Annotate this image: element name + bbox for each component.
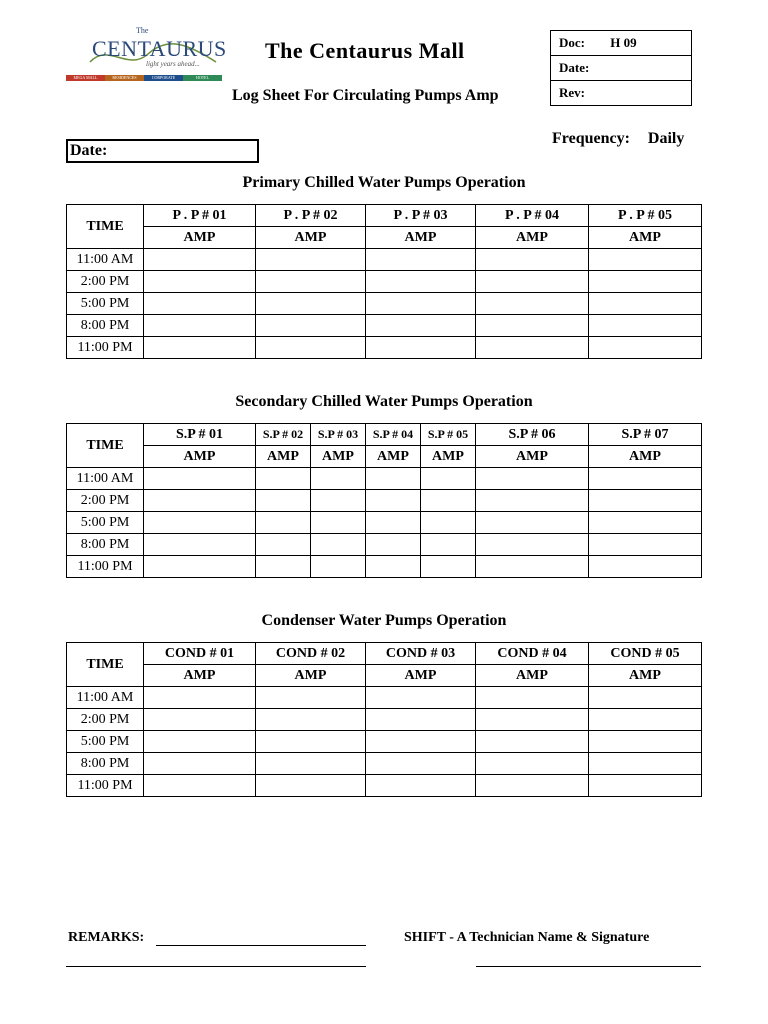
amp-entry-cell[interactable] — [366, 315, 476, 337]
amp-entry-cell[interactable] — [476, 490, 589, 512]
amp-entry-cell[interactable] — [421, 468, 476, 490]
pump-header: COND # 03 — [366, 643, 476, 665]
amp-entry-cell[interactable] — [421, 512, 476, 534]
amp-entry-cell[interactable] — [589, 687, 702, 709]
time-cell: 5:00 PM — [67, 512, 144, 534]
amp-entry-cell[interactable] — [589, 249, 702, 271]
amp-entry-cell[interactable] — [476, 556, 589, 578]
amp-entry-cell[interactable] — [366, 687, 476, 709]
doc-value: H 09 — [610, 35, 637, 50]
pump-header: P . P # 02 — [256, 205, 366, 227]
amp-entry-cell[interactable] — [366, 731, 476, 753]
time-header: TIME — [67, 424, 144, 468]
amp-entry-cell[interactable] — [476, 731, 589, 753]
time-cell: 8:00 PM — [67, 753, 144, 775]
amp-entry-cell[interactable] — [256, 775, 366, 797]
primary-pumps-table — [66, 204, 702, 359]
table-row — [67, 315, 702, 337]
pump-header: COND # 05 — [589, 643, 702, 665]
time-cell: 11:00 PM — [67, 556, 144, 578]
amp-entry-cell[interactable] — [144, 556, 256, 578]
amp-entry-cell[interactable] — [476, 687, 589, 709]
table-row — [67, 534, 702, 556]
logo-segment: MEGA MALL — [66, 75, 105, 81]
secondary-section-title: Secondary Chilled Water Pumps Operation — [235, 393, 533, 410]
pump-header: COND # 04 — [476, 643, 589, 665]
amp-entry-cell[interactable] — [476, 709, 589, 731]
amp-entry-cell[interactable] — [311, 512, 366, 534]
doc-date-label: Date: — [559, 60, 590, 75]
amp-header: AMP — [144, 665, 256, 687]
time-cell: 2:00 PM — [67, 490, 144, 512]
amp-entry-cell[interactable] — [421, 534, 476, 556]
table-row — [67, 468, 702, 490]
table-row — [67, 512, 702, 534]
remarks-line[interactable] — [156, 945, 366, 946]
table-row — [67, 249, 702, 271]
amp-entry-cell[interactable] — [476, 271, 589, 293]
amp-entry-cell[interactable] — [144, 731, 256, 753]
pump-header: S.P # 02 — [256, 424, 311, 446]
page-subtitle: Log Sheet For Circulating Pumps Amp — [232, 87, 499, 104]
amp-entry-cell[interactable] — [311, 534, 366, 556]
amp-entry-cell[interactable] — [366, 556, 421, 578]
table-row — [67, 753, 702, 775]
amp-entry-cell[interactable] — [256, 512, 311, 534]
amp-entry-cell[interactable] — [256, 490, 311, 512]
amp-entry-cell[interactable] — [256, 468, 311, 490]
logo-segment-bar — [66, 75, 222, 81]
time-header: TIME — [67, 643, 144, 687]
amp-entry-cell[interactable] — [144, 337, 256, 359]
time-cell: 2:00 PM — [67, 271, 144, 293]
logo-name: CENTAURUS — [92, 36, 227, 61]
table-row — [67, 709, 702, 731]
amp-entry-cell[interactable] — [366, 534, 421, 556]
amp-entry-cell[interactable] — [589, 556, 702, 578]
frequency-value: Daily — [647, 130, 685, 147]
amp-entry-cell[interactable] — [366, 271, 476, 293]
amp-entry-cell[interactable] — [476, 775, 589, 797]
amp-entry-cell[interactable] — [589, 468, 702, 490]
time-cell: 11:00 AM — [67, 468, 144, 490]
pump-header: COND # 02 — [256, 643, 366, 665]
pump-header: S.P # 03 — [311, 424, 366, 446]
amp-entry-cell[interactable] — [256, 556, 311, 578]
time-cell: 8:00 PM — [67, 534, 144, 556]
amp-entry-cell[interactable] — [589, 315, 702, 337]
amp-header: AMP — [589, 227, 702, 249]
amp-header: AMP — [421, 446, 476, 468]
amp-entry-cell[interactable] — [256, 731, 366, 753]
amp-header: AMP — [366, 227, 476, 249]
amp-entry-cell[interactable] — [476, 534, 589, 556]
amp-entry-cell[interactable] — [256, 249, 366, 271]
page-title: The Centaurus Mall — [265, 38, 465, 63]
amp-entry-cell[interactable] — [256, 315, 366, 337]
amp-entry-cell[interactable] — [366, 753, 476, 775]
primary-section-title: Primary Chilled Water Pumps Operation — [242, 174, 526, 191]
document-info-box — [550, 30, 692, 106]
amp-entry-cell[interactable] — [256, 337, 366, 359]
amp-entry-cell[interactable] — [144, 753, 256, 775]
amp-entry-cell[interactable] — [476, 315, 589, 337]
remarks-line-2[interactable] — [66, 966, 366, 967]
amp-entry-cell[interactable] — [476, 468, 589, 490]
pump-header: P . P # 04 — [476, 205, 589, 227]
date-field-label: Date: — [70, 142, 108, 159]
amp-entry-cell[interactable] — [144, 512, 256, 534]
table-row — [67, 271, 702, 293]
doc-date-cell — [551, 56, 692, 81]
amp-entry-cell[interactable] — [311, 468, 366, 490]
logo-segment: HOTEL — [183, 75, 222, 81]
amp-entry-cell[interactable] — [144, 271, 256, 293]
amp-header: AMP — [589, 665, 702, 687]
pump-header: S.P # 05 — [421, 424, 476, 446]
pump-header: COND # 01 — [144, 643, 256, 665]
table-row — [67, 337, 702, 359]
amp-entry-cell[interactable] — [589, 512, 702, 534]
table-row — [67, 490, 702, 512]
amp-header: AMP — [311, 446, 366, 468]
amp-entry-cell[interactable] — [366, 337, 476, 359]
amp-entry-cell[interactable] — [366, 249, 476, 271]
amp-entry-cell[interactable] — [421, 490, 476, 512]
amp-entry-cell[interactable] — [311, 556, 366, 578]
amp-entry-cell[interactable] — [144, 490, 256, 512]
time-cell: 11:00 PM — [67, 775, 144, 797]
amp-entry-cell[interactable] — [476, 249, 589, 271]
amp-entry-cell[interactable] — [366, 468, 421, 490]
centaurus-logo — [66, 26, 227, 84]
amp-entry-cell[interactable] — [366, 490, 421, 512]
amp-header: AMP — [476, 227, 589, 249]
doc-rev-cell — [551, 81, 692, 106]
date-field[interactable] — [66, 139, 259, 163]
amp-entry-cell[interactable] — [256, 753, 366, 775]
amp-header: AMP — [256, 227, 366, 249]
frequency-label: Frequency: — [552, 130, 630, 147]
amp-entry-cell[interactable] — [476, 753, 589, 775]
amp-header: AMP — [256, 665, 366, 687]
amp-entry-cell[interactable] — [144, 293, 256, 315]
amp-entry-cell[interactable] — [366, 775, 476, 797]
remarks-label: REMARKS: — [68, 930, 145, 945]
amp-entry-cell[interactable] — [589, 293, 702, 315]
frequency — [552, 130, 684, 148]
amp-entry-cell[interactable] — [421, 556, 476, 578]
amp-header: AMP — [366, 665, 476, 687]
shift-signature-label: SHIFT - A Technician Name & Signature — [404, 930, 650, 945]
amp-header: AMP — [366, 446, 421, 468]
amp-entry-cell[interactable] — [256, 687, 366, 709]
amp-entry-cell[interactable] — [144, 687, 256, 709]
amp-entry-cell[interactable] — [476, 293, 589, 315]
amp-entry-cell[interactable] — [476, 512, 589, 534]
amp-header: AMP — [256, 446, 311, 468]
amp-header: AMP — [476, 446, 589, 468]
amp-entry-cell[interactable] — [144, 709, 256, 731]
doc-rev-label: Rev: — [559, 85, 585, 100]
amp-entry-cell[interactable] — [366, 293, 476, 315]
amp-entry-cell[interactable] — [311, 490, 366, 512]
pump-header: S.P # 04 — [366, 424, 421, 446]
time-cell: 11:00 PM — [67, 337, 144, 359]
amp-entry-cell[interactable] — [144, 534, 256, 556]
amp-header: AMP — [144, 446, 256, 468]
table-row — [67, 731, 702, 753]
amp-entry-cell[interactable] — [256, 534, 311, 556]
logo-the: The — [136, 26, 149, 35]
amp-header: AMP — [144, 227, 256, 249]
condenser-pumps-table — [66, 642, 702, 797]
logo-tagline: light years ahead... — [146, 60, 200, 68]
condenser-section-title: Condenser Water Pumps Operation — [261, 612, 507, 629]
amp-entry-cell[interactable] — [144, 468, 256, 490]
amp-entry-cell[interactable] — [589, 490, 702, 512]
amp-entry-cell[interactable] — [256, 709, 366, 731]
pump-header: P . P # 01 — [144, 205, 256, 227]
pump-header: S.P # 07 — [589, 424, 702, 446]
time-header: TIME — [67, 205, 144, 249]
pump-header: P . P # 05 — [589, 205, 702, 227]
amp-entry-cell[interactable] — [256, 271, 366, 293]
amp-header: AMP — [476, 665, 589, 687]
amp-entry-cell[interactable] — [256, 293, 366, 315]
table-row — [67, 293, 702, 315]
amp-entry-cell[interactable] — [589, 775, 702, 797]
amp-entry-cell[interactable] — [589, 731, 702, 753]
amp-header: AMP — [589, 446, 702, 468]
amp-entry-cell[interactable] — [144, 249, 256, 271]
amp-entry-cell[interactable] — [366, 709, 476, 731]
logo-segment: RESIDENCES — [105, 75, 144, 81]
time-cell: 2:00 PM — [67, 709, 144, 731]
table-row — [67, 775, 702, 797]
amp-entry-cell[interactable] — [144, 315, 256, 337]
amp-entry-cell[interactable] — [589, 709, 702, 731]
doc-label: Doc: — [559, 35, 585, 50]
time-cell: 8:00 PM — [67, 315, 144, 337]
time-cell: 11:00 AM — [67, 249, 144, 271]
amp-entry-cell[interactable] — [589, 337, 702, 359]
amp-entry-cell[interactable] — [589, 271, 702, 293]
pump-header: S.P # 06 — [476, 424, 589, 446]
table-row — [67, 556, 702, 578]
table-row — [67, 687, 702, 709]
pump-header: S.P # 01 — [144, 424, 256, 446]
time-cell: 5:00 PM — [67, 731, 144, 753]
amp-entry-cell[interactable] — [476, 337, 589, 359]
secondary-pumps-table — [66, 423, 702, 578]
doc-cell — [551, 31, 692, 56]
signature-line[interactable] — [476, 966, 701, 967]
amp-entry-cell[interactable] — [589, 534, 702, 556]
amp-entry-cell[interactable] — [144, 775, 256, 797]
logo-segment: CORPORATE — [144, 75, 183, 81]
time-cell: 5:00 PM — [67, 293, 144, 315]
amp-entry-cell[interactable] — [366, 512, 421, 534]
time-cell: 11:00 AM — [67, 687, 144, 709]
amp-entry-cell[interactable] — [589, 753, 702, 775]
pump-header: P . P # 03 — [366, 205, 476, 227]
